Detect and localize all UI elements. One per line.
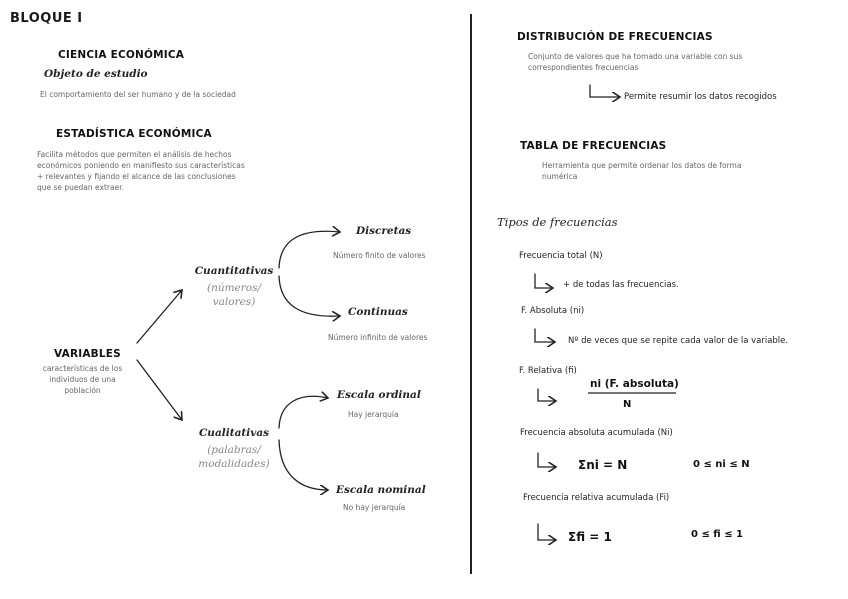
discretas-label: Discretas: [356, 225, 412, 237]
distribucion-line-1: Conjunto de valores que ha tomado una variable con sus: [528, 52, 743, 61]
cualitativas-line-2: modalidades): [198, 458, 270, 470]
estadistica-line-2: económicos poniendo en manifiesto sus características: [37, 161, 245, 170]
nominal-label: Escala nominal: [336, 484, 426, 496]
arrow-distribucion: [590, 85, 620, 97]
cualitativas-line-1: (palabras/: [207, 444, 261, 456]
arrow-relativa: [538, 389, 556, 401]
arrow-rel-acum: [538, 524, 556, 540]
abs-acum-label: Frecuencia absoluta acumulada (Ni): [520, 428, 673, 438]
rel-acum-range: 0 ≤ fi ≤ 1: [691, 529, 744, 540]
estadistica-heading: ESTADÍSTICA ECONÓMICA: [56, 128, 212, 140]
distribucion-result: Permite resumir los datos recogidos: [624, 92, 777, 102]
estadistica-line-4: que se puedan extraer.: [37, 183, 124, 192]
ordinal-label: Escala ordinal: [337, 389, 421, 401]
variables-line-2: individuos de una: [49, 375, 116, 384]
cualitativas-label: Cualitativas: [198, 427, 270, 439]
arrow-abs-acum: [538, 453, 556, 467]
arrow-absoluta: [535, 329, 555, 342]
estadistica-line-3: + relevantes y fijando el alcance de las conclusiones: [37, 172, 236, 181]
ciencia-sub: Objeto de estudio: [44, 68, 148, 80]
abs-acum-range: 0 ≤ ni ≤ N: [693, 459, 750, 470]
ciencia-text: El comportamiento del ser humano y de la sociedad: [40, 90, 236, 99]
abs-acum-formula: Σni = N: [578, 458, 628, 472]
arrow-to-discretas: [279, 231, 340, 268]
rel-acum-label: Frecuencia relativa acumulada (Fi): [523, 493, 670, 503]
arrow-to-cualitativas: [137, 360, 182, 420]
variables-line-1: características de los: [42, 364, 123, 373]
relativa-label: F. Relativa (fi): [519, 366, 577, 376]
continuas-label: Continuas: [348, 306, 408, 318]
continuas-desc: Número infinito de valores: [328, 333, 428, 342]
page-title: BLOQUE I: [10, 11, 83, 26]
total-desc: + de todas las frecuencias.: [563, 280, 679, 290]
variables-line-3: población: [64, 386, 101, 395]
ciencia-heading: CIENCIA ECONÓMICA: [58, 49, 185, 61]
discretas-desc: Número finito de valores: [333, 251, 426, 260]
cuantitativas-label: Cuantitativas: [194, 265, 274, 277]
arrow-total: [535, 274, 553, 288]
arrow-to-cuantitativas: [137, 290, 182, 343]
relativa-denominator: N: [623, 399, 632, 410]
relativa-numerator: ni (F. absoluta): [590, 378, 679, 390]
tipos-heading: Tipos de frecuencias: [497, 215, 618, 229]
arrow-to-continuas: [279, 276, 340, 316]
ordinal-desc: Hay jerarquía: [348, 410, 399, 419]
cuantitativas-line-1: (números/: [206, 282, 262, 294]
absoluta-label: F. Absoluta (ni): [521, 306, 585, 316]
rel-acum-formula: Σfi = 1: [568, 530, 612, 544]
tabla-line-1: Herramienta que permite ordenar los datos de forma: [542, 161, 742, 170]
arrow-to-nominal: [279, 440, 328, 490]
absoluta-desc: Nº de veces que se repite cada valor de la variable.: [568, 336, 789, 346]
nominal-desc: No hay jerarquía: [343, 503, 406, 512]
arrow-to-ordinal: [279, 396, 328, 428]
tabla-line-2: numérica: [542, 172, 578, 181]
variables-heading: VARIABLES: [54, 348, 121, 360]
cuantitativas-line-2: valores): [212, 296, 256, 308]
estadistica-line-1: Facilita métodos que permiten el análisis de hechos: [37, 150, 232, 159]
tabla-heading: TABLA DE FRECUENCIAS: [520, 140, 667, 152]
total-label: Frecuencia total (N): [519, 251, 603, 261]
distribucion-line-2: correspondientes frecuencias: [528, 63, 639, 72]
distribucion-heading: DISTRIBUCIÓN DE FRECUENCIAS: [517, 31, 713, 43]
